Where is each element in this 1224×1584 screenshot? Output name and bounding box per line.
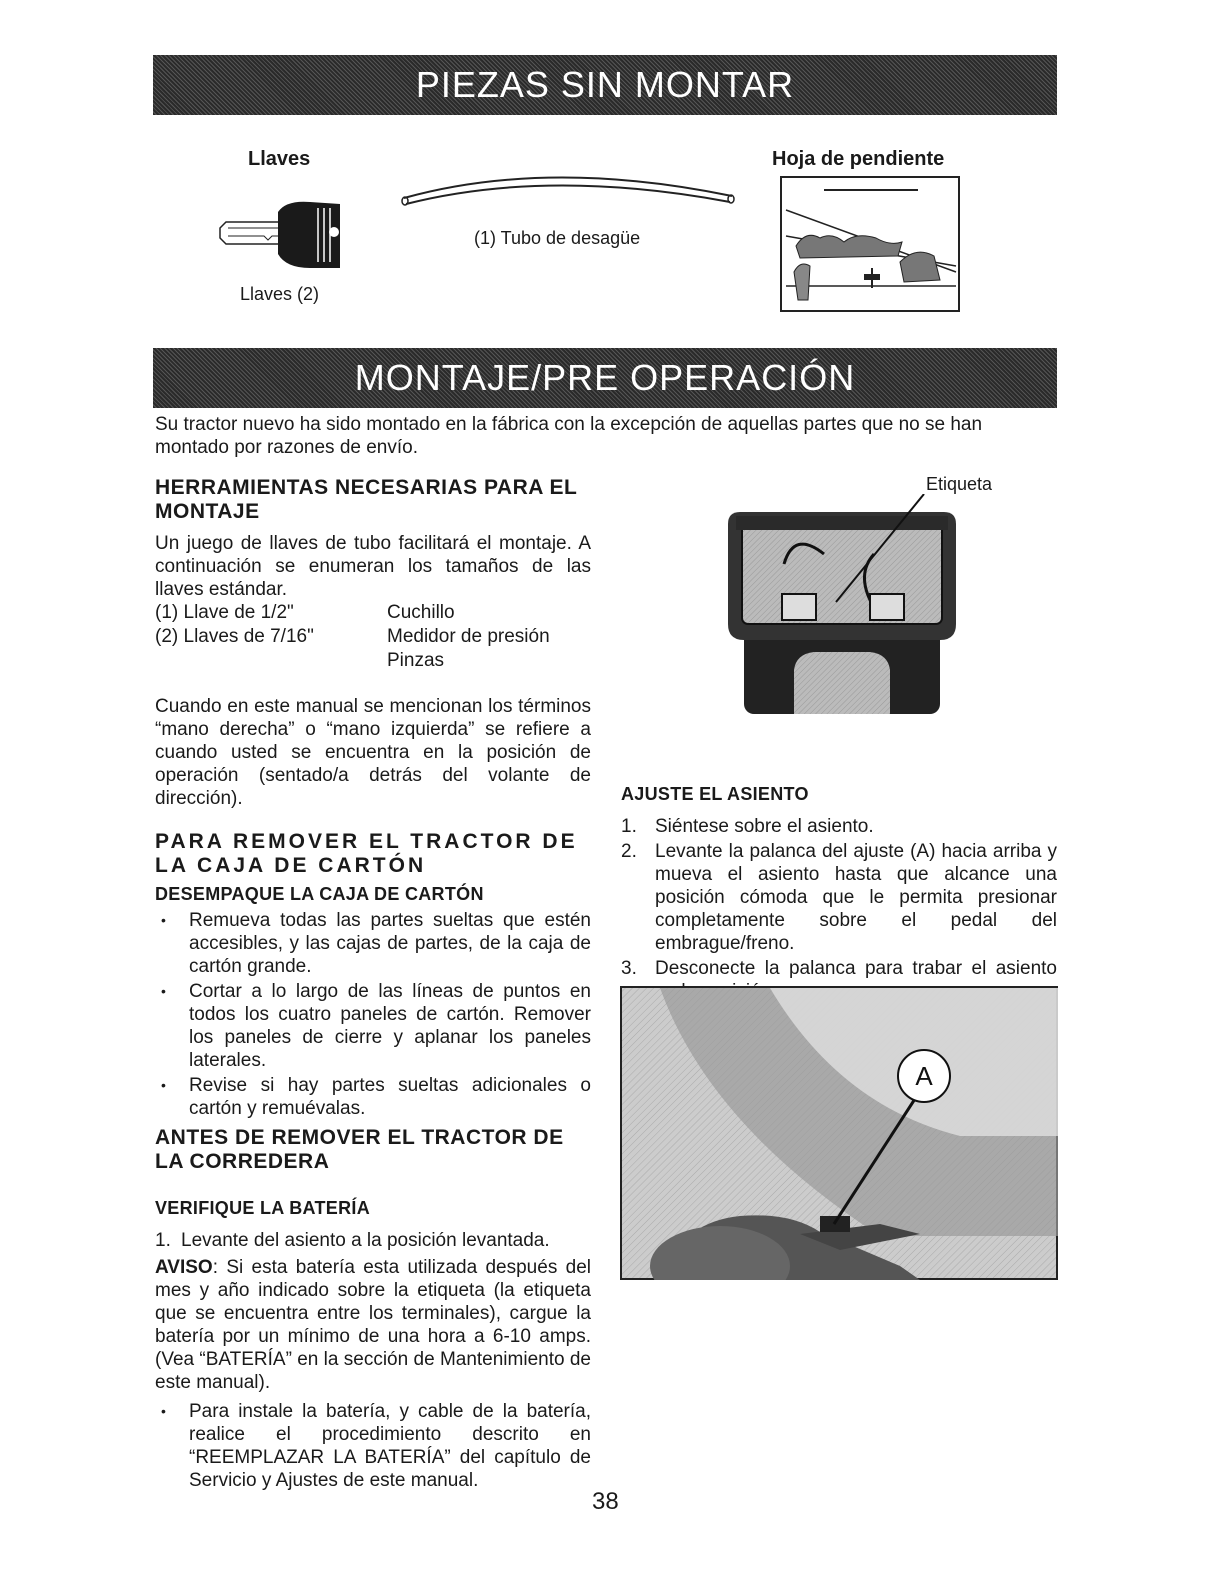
check-battery-subheading: VERIFIQUE LA BATERÍA [155, 1198, 371, 1218]
banner-title: PIEZAS SIN MONTAR [415, 64, 795, 105]
tool-item: (1) Llave de 1/2" [155, 602, 294, 623]
slope-sheet-heading: Hoja de pendiente [772, 148, 945, 170]
keys-caption: Llaves (2) [240, 284, 320, 304]
step-number: 2. [621, 841, 637, 862]
list-item: • Remueva todas las partes sueltas que estén accesibles, y las cajas de partes, de la caja de cartón grande. [155, 909, 591, 978]
notice-paragraph [155, 1256, 591, 1394]
hand-definition-paragraph: Cuando en este manual se mencionan los términos “mano derecha” o “mano izquierda” se refiere a cuando usted se encuentra en la posición de operación (sentado/a detrás del volante de dirección). [155, 696, 591, 809]
step-number: 1. [621, 816, 637, 837]
seat-adjust-illustration [620, 986, 1058, 1280]
list-item: • Cortar a lo largo de las líneas de puntos en todos los cuatro paneles de cartón. Remover los paneles de cierre y aplanar los paneles laterales. [155, 980, 591, 1072]
list-item: • Revise si hay partes sueltas adicionales o cartón y remuévalas. [155, 1074, 591, 1120]
unpack-list [155, 909, 591, 1120]
list-item [155, 1229, 591, 1252]
battery-illustration [724, 494, 960, 724]
label-callout: Etiqueta [926, 474, 993, 494]
step-text: Siéntese sobre el asiento. [655, 816, 874, 837]
step-number: 3. [621, 958, 637, 979]
seat-section [621, 784, 1057, 1005]
step-text: Levante del asiento a la posición levantada. [181, 1230, 550, 1251]
keys-heading: Llaves [248, 148, 311, 170]
battery-steps [155, 1229, 591, 1252]
list-item [621, 815, 1057, 838]
list-item: • Para instale la batería, y cable de la batería, realice el procedimiento descrito en “REEMPLAZAR LA BATERÍA” del capítulo de Servicio y Ajustes de este manual. [155, 1400, 591, 1492]
notice-label: AVISO [155, 1257, 213, 1278]
tool-item: Cuchillo [387, 602, 455, 623]
banner-title: MONTAJE/PRE OPERACIÓN [354, 357, 856, 398]
section-banner-parts [153, 55, 1057, 115]
step-number: 1. [155, 1230, 171, 1251]
section-banner-assembly [153, 348, 1057, 408]
callout-a-label: A [915, 1061, 933, 1091]
notice-text: : Si esta batería esta utilizada después del mes y año indicado sobre la etiqueta (la etiqueta que se encuentra entre los terminales), cargue la batería por un mínimo de una hora a 6-10 amps. (Vea “BATERÍA” en la sección de Mantenimiento de este manual). [155, 1257, 591, 1393]
page-number: 38 [592, 1488, 619, 1515]
slope-sheet-illustration [780, 176, 960, 312]
tool-item [155, 649, 387, 673]
install-battery-list [155, 1400, 591, 1492]
tools-list [155, 601, 591, 673]
tool-item: Pinzas [387, 650, 445, 671]
tool-item: (2) Llaves de 7/16" [155, 626, 314, 647]
tool-item: Medidor de presión [387, 626, 550, 647]
drain-tube-caption: (1) Tubo de desagüe [474, 228, 641, 248]
step-text: Levante la palanca del ajuste (A) hacia arriba y mueva el asiento hasta que alcance una posición cómoda que le permita presionar completamente sobre el pedal del embrague/freno. [655, 841, 1057, 954]
key-illustration [214, 194, 344, 274]
unpack-subheading: DESEMPAQUE LA CAJA DE CARTÓN [155, 884, 484, 904]
seat-steps [621, 815, 1057, 1003]
remove-box-heading: PARA REMOVER EL TRACTOR DE LA CAJA DE CARTÓN [155, 830, 578, 877]
step-text: Desconecte la palanca para trabar el asiento [655, 958, 1057, 979]
drain-tube-illustration [398, 162, 740, 208]
seat-heading: AJUSTE EL ASIENTO [621, 784, 809, 804]
list-item [621, 840, 1057, 955]
before-remove-heading: ANTES DE REMOVER EL TRACTOR DE LA CORREDERA [155, 1126, 564, 1173]
tools-paragraph: Un juego de llaves de tubo facilitará el montaje. A continuación se enumeran los tamaños de las llaves estándar. [155, 533, 591, 600]
left-column [155, 476, 591, 1494]
tools-heading: HERRAMIENTAS NECESARIAS PARA EL MONTAJE [155, 476, 577, 523]
intro-paragraph: Su tractor nuevo ha sido montado en la fábrica con la excepción de aquellas partes que no se han montado por razones de envío. [155, 414, 983, 458]
